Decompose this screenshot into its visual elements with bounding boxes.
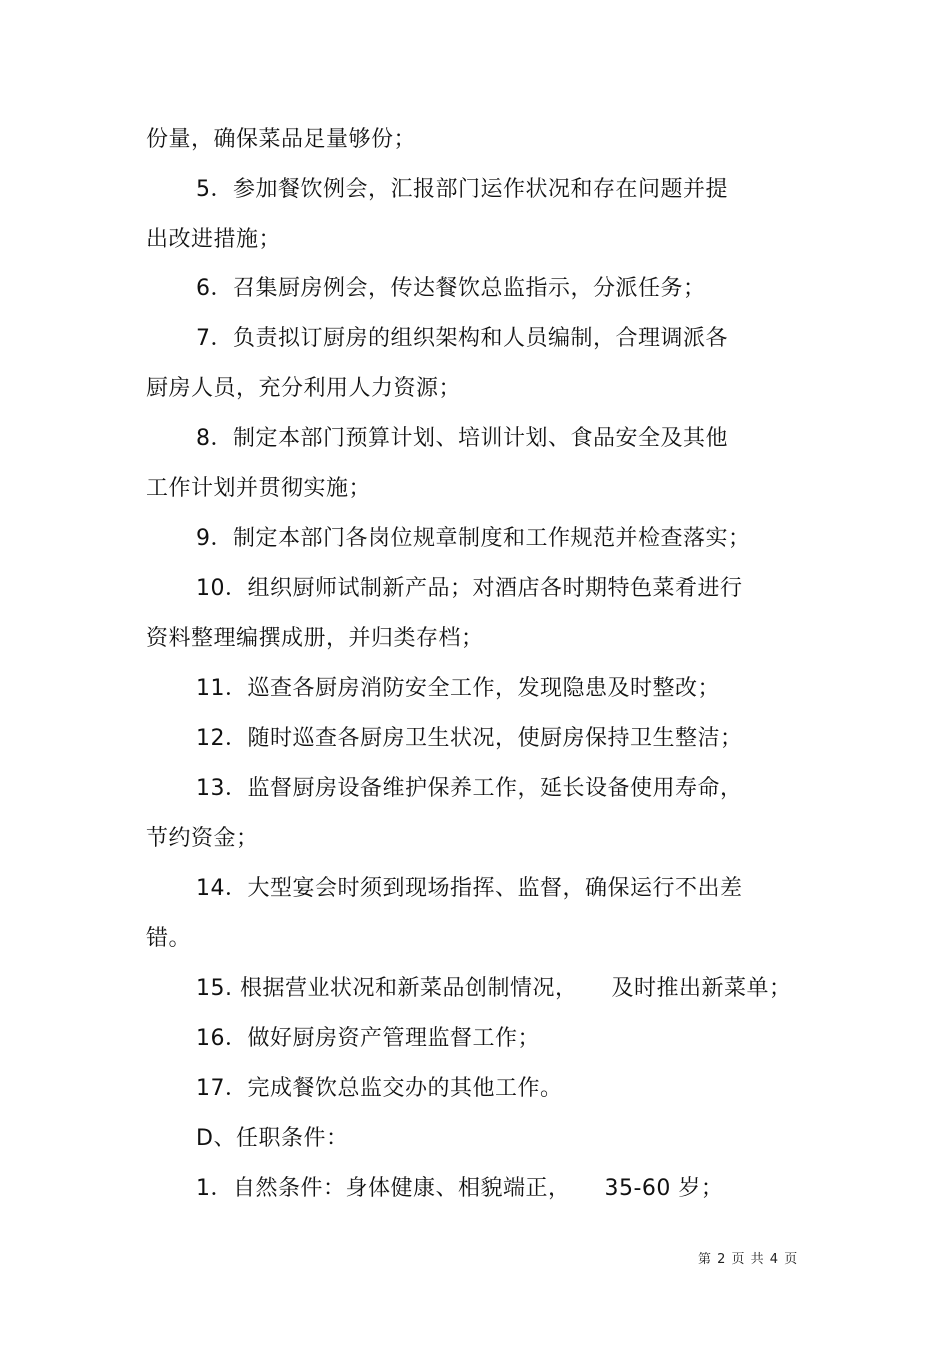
- text-line: 13．监督厨房设备维护保养工作，延长设备使用寿命，: [196, 776, 743, 801]
- text-line: 15. 根据营业状况和新菜品创制情况， 及时推出新菜单；: [196, 976, 792, 1001]
- text-line: 14．大型宴会时须到现场指挥、监督，确保运行不出差: [196, 876, 743, 901]
- text-line: 节约资金；: [146, 826, 259, 851]
- text-line: 9．制定本部门各岗位规章制度和工作规范并检查落实；: [196, 526, 751, 551]
- text-line: 16．做好厨房资产管理监督工作；: [196, 1026, 540, 1051]
- text-line: 工作计划并贯彻实施；: [146, 476, 372, 501]
- text-line: 出改进措施；: [146, 227, 282, 252]
- section-heading: D、任职条件：: [196, 1126, 349, 1151]
- text-line: 厨房人员，充分利用人力资源；: [146, 376, 462, 401]
- page-number: 第 2 页 共 4 页: [698, 1252, 799, 1267]
- text-line: 12．随时巡查各厨房卫生状况，使厨房保持卫生整洁；: [196, 726, 743, 751]
- text-line: 资料整理编撰成册，并归类存档；: [146, 626, 484, 651]
- text-line: 5．参加餐饮例会，汇报部门运作状况和存在问题并提: [196, 177, 728, 202]
- text-line: 11．巡查各厨房消防安全工作，发现隐患及时整改；: [196, 676, 720, 701]
- text-line: 1．自然条件：身体健康、相貌端正， 35-60 岁；: [196, 1176, 724, 1201]
- text-line: 6．召集厨房例会，传达餐饮总监指示，分派任务；: [196, 276, 706, 301]
- text-line: 17．完成餐饮总监交办的其他工作。: [196, 1076, 563, 1101]
- text-line: 份量，确保菜品足量够份；: [146, 127, 417, 152]
- text-line: 8．制定本部门预算计划、培训计划、食品安全及其他: [196, 426, 728, 451]
- text-line: 7．负责拟订厨房的组织架构和人员编制，合理调派各: [196, 326, 728, 351]
- text-line: 10．组织厨师试制新产品；对酒店各时期特色菜肴进行: [196, 576, 743, 601]
- text-line: 错。: [146, 926, 192, 951]
